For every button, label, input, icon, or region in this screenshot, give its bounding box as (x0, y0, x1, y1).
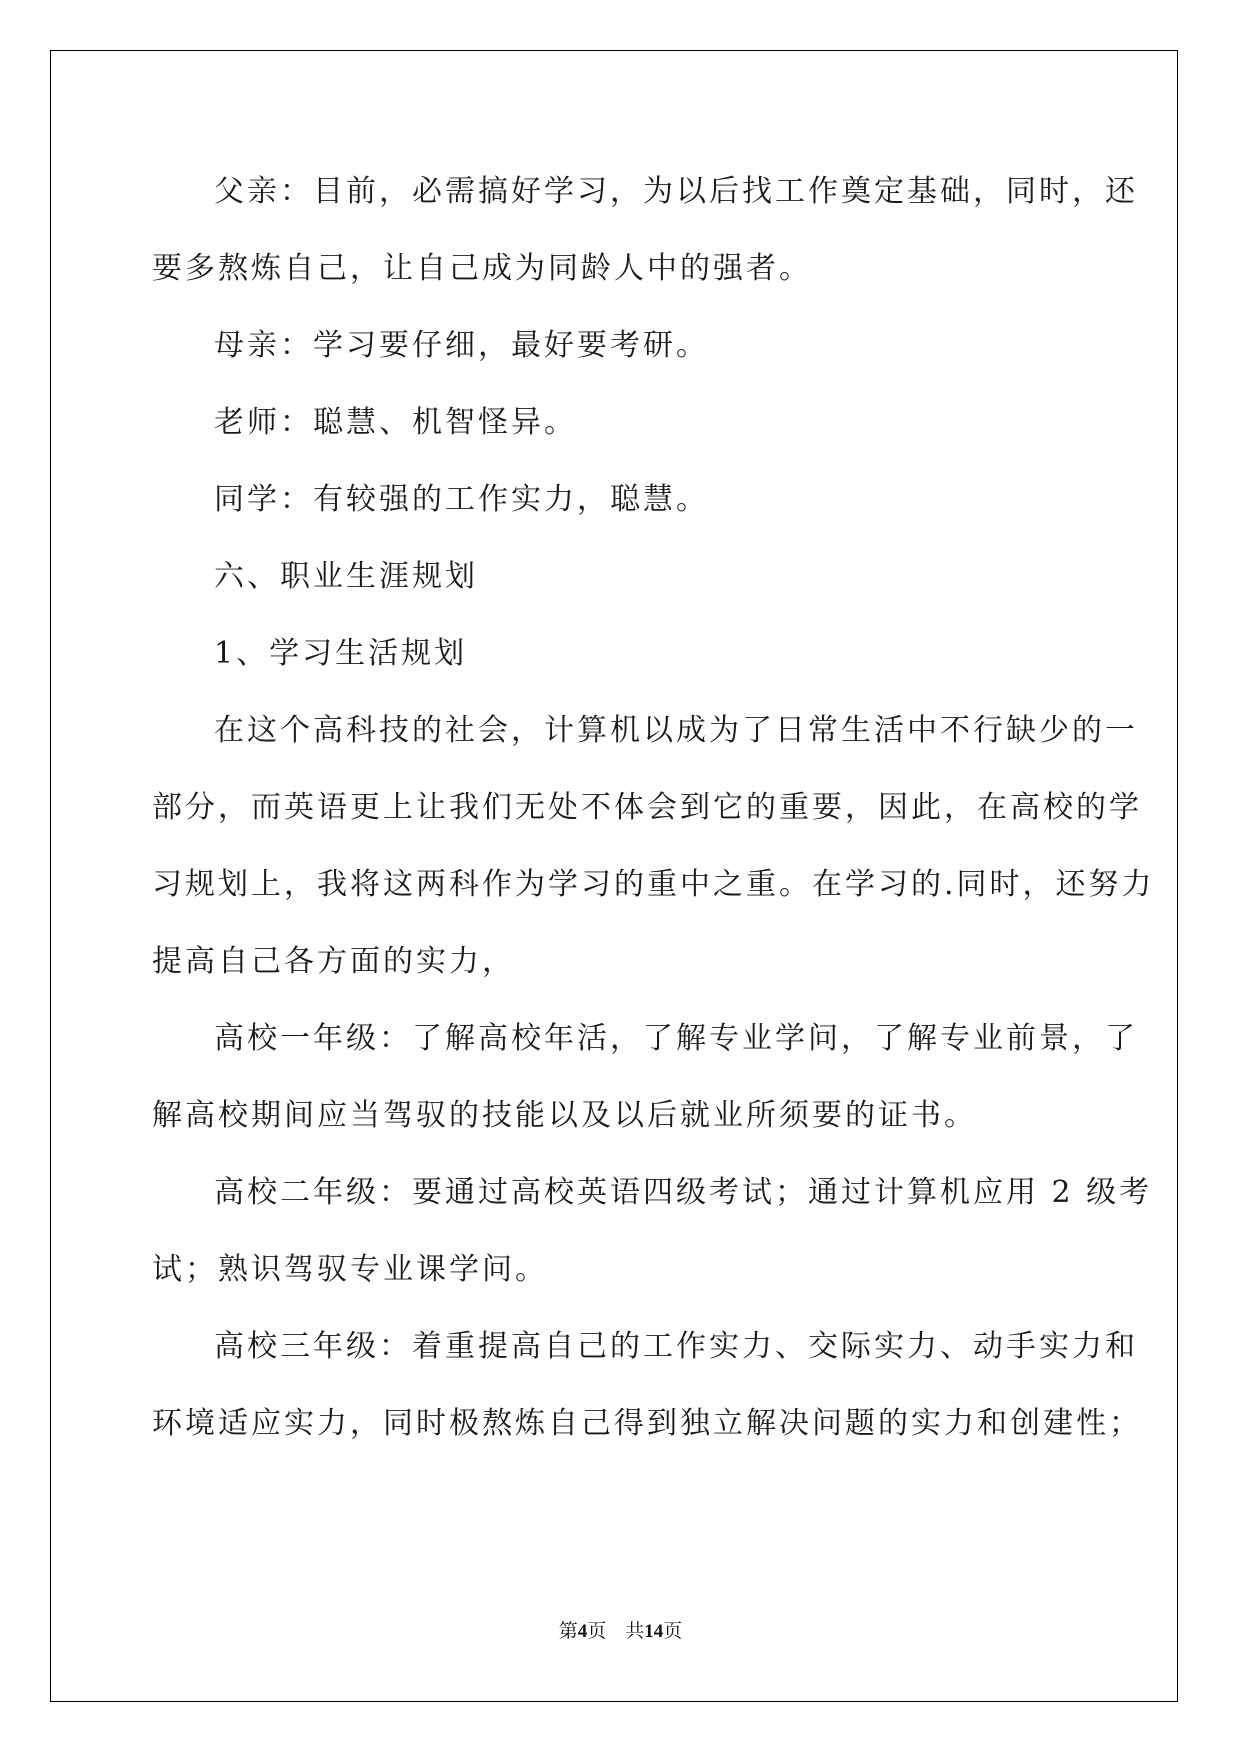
footer-page-prefix: 第 (558, 1621, 578, 1642)
paragraph-computer-english-line-4: 提高自己各方面的实力， (152, 944, 515, 979)
paragraph-year-one-line-2: 解高校期间应当驾驭的技能以及以后就业所须要的证书。 (152, 1098, 977, 1133)
section-heading-career-plan: 六、职业生涯规划 (214, 559, 478, 594)
paragraph-teacher: 老师：聪慧、机智怪异。 (214, 405, 577, 440)
page-footer (0, 1616, 1241, 1643)
paragraph-father-line-2: 要多熬炼自己，让自己成为同龄人中的强者。 (152, 251, 812, 286)
paragraph-computer-english-line-3: 习规划上，我将这两科作为学习的重中之重。在学习的.同时，还努力 (152, 867, 1155, 902)
paragraph-computer-english-line-2: 部分，而英语更上让我们无处不体会到它的重要，因此，在高校的学 (152, 790, 1142, 825)
footer-total-pages: 14 (644, 1621, 664, 1642)
paragraph-year-three-line-2: 环境适应实力，同时极熬炼自己得到独立解决问题的实力和创建性； (152, 1406, 1142, 1441)
paragraph-father-line-1: 父亲：目前，必需搞好学习，为以后找工作奠定基础，同时，还 (214, 174, 1138, 209)
footer-total-suffix: 页 (663, 1621, 683, 1642)
paragraph-classmate: 同学：有较强的工作实力，聪慧。 (214, 482, 709, 517)
paragraph-year-one-line-1: 高校一年级：了解高校年活，了解专业学问，了解专业前景，了 (214, 1021, 1138, 1056)
footer-total-prefix: 共 (625, 1621, 645, 1642)
subheading-study-plan: 1、学习生活规划 (214, 636, 468, 671)
footer-page-suffix: 页 (587, 1621, 607, 1642)
paragraph-year-two-line-1: 高校二年级：要通过高校英语四级考试；通过计算机应用 2 级考 (214, 1175, 1153, 1210)
paragraph-computer-english-line-1: 在这个高科技的社会，计算机以成为了日常生活中不行缺少的一 (214, 713, 1138, 748)
paragraph-year-three-line-1: 高校三年级：着重提高自己的工作实力、交际实力、动手实力和 (214, 1329, 1138, 1364)
paragraph-mother: 母亲：学习要仔细，最好要考研。 (214, 328, 709, 363)
footer-page-number: 4 (577, 1621, 588, 1642)
paragraph-year-two-line-2: 试；熟识驾驭专业课学问。 (152, 1252, 548, 1287)
